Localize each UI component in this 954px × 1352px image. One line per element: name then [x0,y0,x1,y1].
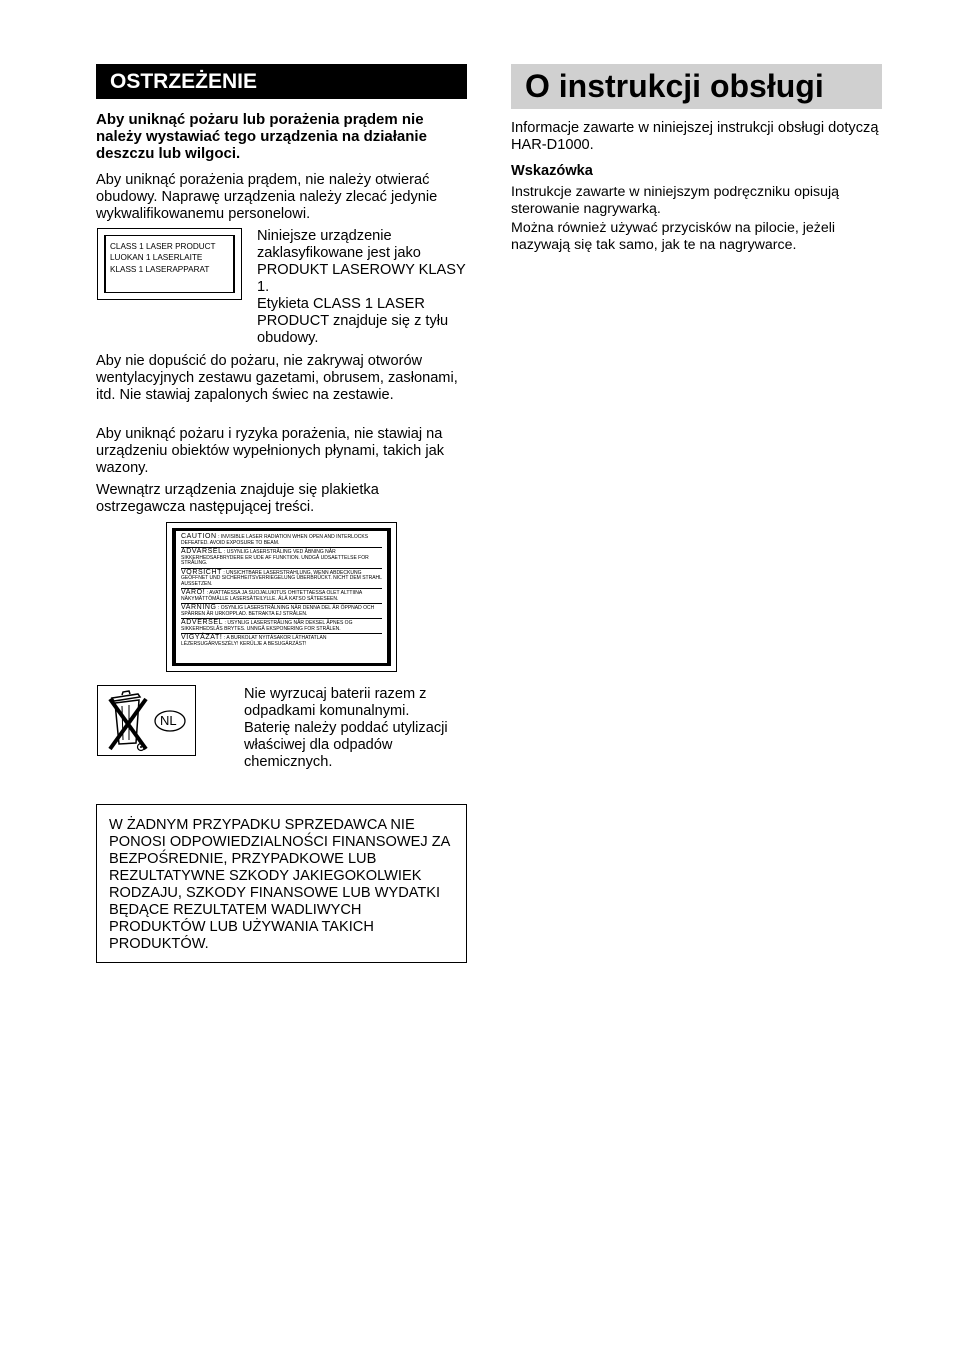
tip-text-2: Można również używać przycisków na pilocie, jeżeli nazywają się tak samo, jak te na nagrywarce. [511,220,836,253]
caution-row: VIGYÁZAT! : A BURKOLAT NYITÁSAKOR LÁTHATATLAN LÉZERSUGÁRVESZÉLY! KERÜLJE A BESUGÁRZÁST! [181,634,327,647]
warning-paragraph-liquids: Aby uniknąć pożaru i ryzyka porażenia, nie stawiaj na urządzeniu obiektów wypełnionych płynami, takich jak wazony. [96,426,444,476]
warning-heading-bar [96,64,467,99]
bin-country-badge: NL [160,713,177,728]
laser-class-text: Niniejsze urządzenie zaklasyfikowane jest jako PRODUKT LASEROWY KLASY 1. Etykieta CLASS 1 LASER PRODUCT znajduje się z tyłu obudowy. [257,228,466,346]
caution-row: VARNING : OSYNLIG LASERSTRÅLNING NÄR DENNA DEL ÄR ÖPPNAD OCH SPÄRREN ÄR URKOPPLAD. BETRAKTA EJ STRÅLEN. [181,605,382,619]
caution-row: VARO! : AVATTAESSA JA SUOJALUKITUS OHITETTAESSA OLET ALTTIINA NÄKYMÄTTÖMÄLLE LASERSÄTEILYLLE. ÄLÄ KATSO SÄTEESEEN. [181,590,382,604]
caution-row: ADVARSEL : USYNLIG LASERSTRÅLING VED ÅBNING NÅR SIKKERHEDSAFBRYDERE ER UDE AF FUNKTION. UNDGÅ UDSAETTELSE FOR STRÅLING. [181,549,382,569]
caution-row: CAUTION : INVISIBLE LASER RADIATION WHEN OPEN AND INTERLOCKS DEFEATED. AVOID EXPOSURE TO BEAM. [181,534,382,548]
liability-disclaimer-text: W ŻADNYM PRZYPADKU SPRZEDAWCA NIE PONOSI ODPOWIEDZIALNOŚCI FINANSOWEJ ZA BEZPOŚREDNIE, PRZYPADKOWE LUB REZULTATYWNE SZKODY JAKIEGOKOLWIEK RODZAJU, SZKODY FINANSOWE LUB WYDATKI BĘDĄCE REZULTATEM WADLIWYCH PRODUKTÓW LUB UŻYWANIA TAKICH PRODUKTÓW. [109,817,450,952]
crossed-bin-symbol [97,685,196,756]
warning-paragraph-ventilation: Aby nie dopuścić do pożaru, nie zakrywaj otworów wentylacyjnych zestawu gazetami, obrusem, zasłonami, itd. Nie stawiaj zapalonych świec na zestawie. [96,353,458,403]
warning-bold-intro: Aby uniknąć pożaru lub porażenia prądem nie należy wystawiać tego urządzenia na działanie deszczu lub wilgoci. [96,111,427,162]
caution-label [166,522,397,672]
tip-text-1: Instrukcje zawarte w niniejszym podręczniku opisują sterowanie nagrywarką. [511,184,840,217]
tip-heading: Wskazówka [511,163,593,179]
laser-label-line: LUOKAN 1 LASERLAITE [110,253,203,263]
about-heading-bar [511,64,882,109]
crossed-bin-icon [98,686,195,755]
warning-paragraph-service: Aby uniknąć porażenia prądem, nie należy otwierać obudowy. Naprawę urządzenia należy zlecać jedynie wykwalifikowanemu personelowi. [96,172,438,222]
battery-disposal-text: Nie wyrzucaj baterii razem z odpadkami komunalnymi. Baterię należy poddać utylizacji właściwej dla odpadów chemicznych. [244,686,448,770]
about-intro: Informacje zawarte w niniejszej instrukcji obsługi dotyczą HAR-D1000. [511,120,879,153]
warning-heading: OSTRZEŻENIE [110,70,258,93]
caution-row: ADVERSEL : USYNLIG LASERSTRÅLING NÅR DEKSEL ÅPNES OG SIKKERHEDSLÅS BRYTES. UNNGÅ EKSPONERING FOR STRÅLEN. [181,620,382,634]
laser-class-label [97,228,242,300]
caution-row: VORSICHT : UNSICHTBARE LASERSTRAHLUNG, WENN ABDECKUNG GEÖFFNET UND SICHERHEITSVERRIEGELUNG ÜBERBRÜCKT. NICHT DEM STRAHL AUSSETZEN. [181,570,382,590]
laser-label-line: CLASS 1 LASER PRODUCT [110,242,216,251]
about-heading: O instrukcji obsługi [525,68,824,104]
warning-paragraph-plate: Wewnątrz urządzenia znajduje się plakietka ostrzegawcza następującej treści. [96,482,379,515]
laser-label-line: KLASS 1 LASERAPPARAT [110,264,210,274]
liability-disclaimer-box [96,804,467,963]
